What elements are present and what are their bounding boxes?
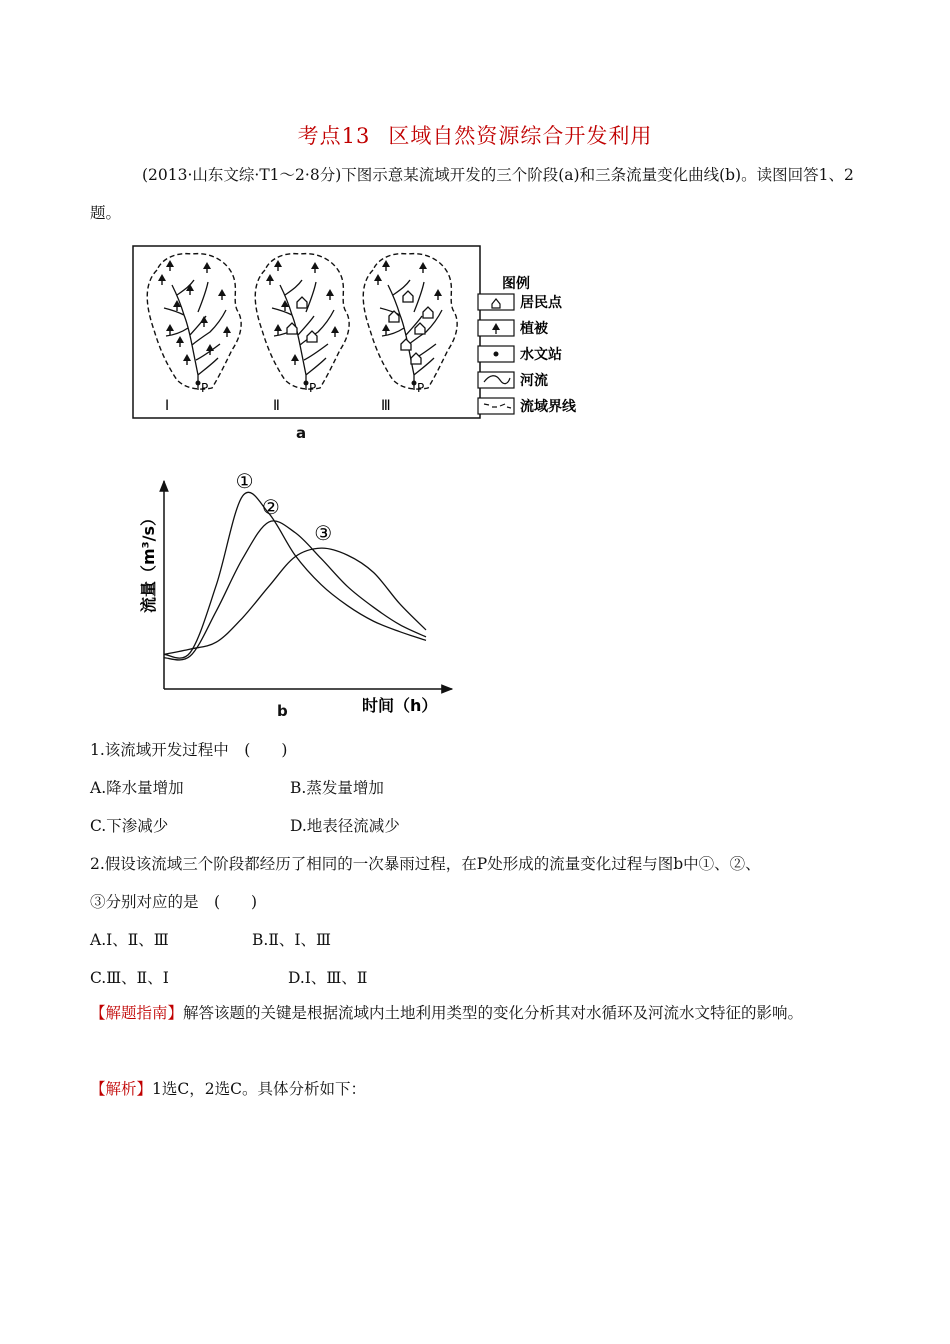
legend-label-river: 河流 [520,373,548,389]
analysis-tag: 【解析】 [90,1080,153,1098]
guide-tag: 【解题指南】 [90,1004,184,1022]
figure-a-caption: a [296,424,307,442]
q1-option-a: A.降水量增加 [90,779,184,797]
discharge-curve-3 [164,548,426,654]
legend-title: 图例 [502,276,530,292]
stage-label-2: Ⅱ [273,398,280,414]
curve-label-2: ② [261,495,280,520]
stage-label-1: Ⅰ [165,398,170,414]
x-axis-label: 时间（h） [362,696,438,715]
figure-a-basin-map [130,240,590,445]
figure-b-discharge-chart [130,465,470,720]
analysis-text: 1选C，2选C。具体分析如下： [152,1080,366,1098]
station-dot-icon [494,352,499,357]
q1-option-d: D.地表径流减少 [290,817,400,835]
intro-paragraph: (2013·山东文综·T1～2·8分)下图示意某流域开发的三个阶段(a)和三条流量变化曲线(b)。读图回答1、2题。 [90,166,854,222]
discharge-curve-1 [164,492,426,658]
guide-text: 解答该题的关键是根据流域内土地利用类型的变化分析其对水循环及河流水文特征的影响。 [183,1004,804,1022]
figure-b-caption: b [277,702,288,720]
curve-label-1: ① [235,468,254,493]
legend-label-station: 水文站 [520,347,562,363]
q2-option-b: B.Ⅱ、Ⅰ、Ⅲ [252,931,331,949]
point-p-label-1: P [201,381,209,395]
question-2-stem-line2: ③分别对应的是 ( ) [90,893,258,911]
title-text: 区域自然资源综合开发利用 [388,124,653,148]
q1-option-b: B.蒸发量增加 [290,779,384,797]
title-number: 考点13 [297,124,371,148]
y-axis-label: 流量（m³/s） [139,509,158,613]
question-2-stem-line1: 2.假设该流域三个阶段都经历了相同的一次暴雨过程，在P处形成的流量变化过程与图b中①、②、 [90,855,761,873]
q2-option-a: A.Ⅰ、Ⅱ、Ⅲ [90,931,169,949]
q2-option-d: D.Ⅰ、Ⅲ、Ⅱ [288,969,368,987]
stage-label-3: Ⅲ [381,398,391,414]
guide-paragraph [90,994,860,1032]
curve-label-3: ③ [314,521,333,546]
question-1-stem: 1.该流域开发过程中 ( ) [90,741,288,759]
legend [478,275,577,415]
point-p-label-3: P [417,381,425,395]
legend-label-tree: 植被 [520,321,548,337]
point-p-label-2: P [309,381,317,395]
legend-label-house: 居民点 [520,295,562,311]
analysis-paragraph [90,1070,366,1108]
q1-option-c: C.下渗减少 [90,817,169,835]
legend-label-boundary: 流域界线 [520,399,576,415]
q2-option-c: C.Ⅲ、Ⅱ、Ⅰ [90,969,169,987]
discharge-curve-2 [164,521,426,660]
page-title [0,120,950,150]
